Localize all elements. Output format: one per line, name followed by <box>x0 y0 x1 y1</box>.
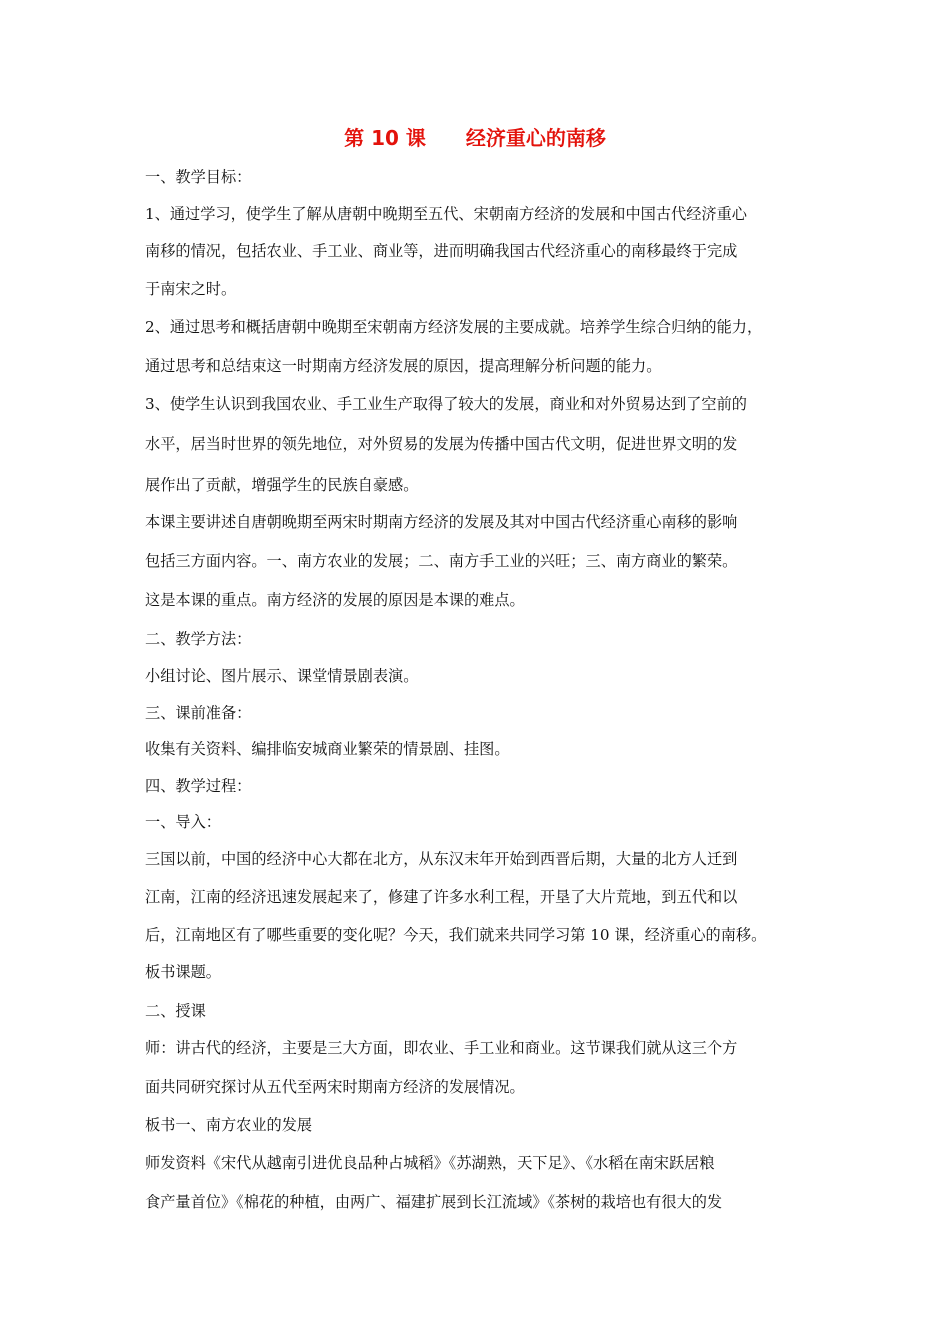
paragraph-line: 二、授课 <box>145 1002 206 1020</box>
paragraph-line: 一、导入： <box>145 813 221 831</box>
paragraph-line: 板书课题。 <box>145 963 221 981</box>
paragraph-line: 四、教学过程： <box>145 777 252 795</box>
paragraph-line: 二、教学方法： <box>145 630 252 648</box>
paragraph-line: 板书一、南方农业的发展 <box>145 1116 313 1134</box>
paragraph-line: 面共同研究探讨从五代至两宋时期南方经济的发展情况。 <box>145 1078 525 1096</box>
paragraph-line: 师发资料《宋代从越南引进优良品种占城稻》《苏湖熟，天下足》、《水稻在南宋跃居粮 <box>145 1154 715 1172</box>
paragraph-line: 1、通过学习，使学生了解从唐朝中晚期至五代、宋朝南方经济的发展和中国古代经济重心 <box>145 205 747 223</box>
paragraph-line: 小组讨论、图片展示、课堂情景剧表演。 <box>145 667 419 685</box>
paragraph-line: 于南宋之时。 <box>145 280 237 298</box>
paragraph-line: 展作出了贡献，增强学生的民族自豪感。 <box>145 476 419 494</box>
paragraph-line: 后，江南地区有了哪些重要的变化呢？今天，我们就来共同学习第 10 课，经济重心的南移。 <box>145 926 767 944</box>
paragraph-line: 水平，居当时世界的领先地位，对外贸易的发展为传播中国古代文明，促进世界文明的发 <box>145 435 738 453</box>
paragraph-line: 通过思考和总结束这一时期南方经济发展的原因，提高理解分析问题的能力。 <box>145 357 662 375</box>
paragraph-line: 江南，江南的经济迅速发展起来了，修建了许多水利工程，开垦了大片荒地，到五代和以 <box>145 888 738 906</box>
paragraph-line: 三、课前准备： <box>145 704 252 722</box>
paragraph-line: 包括三方面内容。一、南方农业的发展；二、南方手工业的兴旺；三、南方商业的繁荣。 <box>145 552 738 570</box>
paragraph-line: 这是本课的重点。南方经济的发展的原因是本课的难点。 <box>145 591 525 609</box>
paragraph-line: 师：讲古代的经济，主要是三大方面，即农业、手工业和商业。这节课我们就从这三个方 <box>145 1039 738 1057</box>
paragraph-line: 2、通过思考和概括唐朝中晚期至宋朝南方经济发展的主要成就。培养学生综合归纳的能力， <box>145 318 763 336</box>
paragraph-line: 收集有关资料、编排临安城商业繁荣的情景剧、挂图。 <box>145 740 510 758</box>
lesson-title: 第 10 课 经济重心的南移 <box>344 126 606 150</box>
paragraph-line: 一、教学目标： <box>145 168 252 186</box>
paragraph-line: 本课主要讲述自唐朝晚期至两宋时期南方经济的发展及其对中国古代经济重心南移的影响 <box>145 513 738 531</box>
paragraph-line: 3、使学生认识到我国农业、手工业生产取得了较大的发展，商业和对外贸易达到了空前的 <box>145 395 747 413</box>
paragraph-line: 南移的情况，包括农业、手工业、商业等，进而明确我国古代经济重心的南移最终于完成 <box>145 242 738 260</box>
paragraph-line: 食产量首位》《棉花的种植，由两广、福建扩展到长江流域》《茶树的栽培也有很大的发 <box>145 1193 723 1211</box>
paragraph-line: 三国以前，中国的经济中心大都在北方，从东汉末年开始到西晋后期，大量的北方人迁到 <box>145 850 738 868</box>
